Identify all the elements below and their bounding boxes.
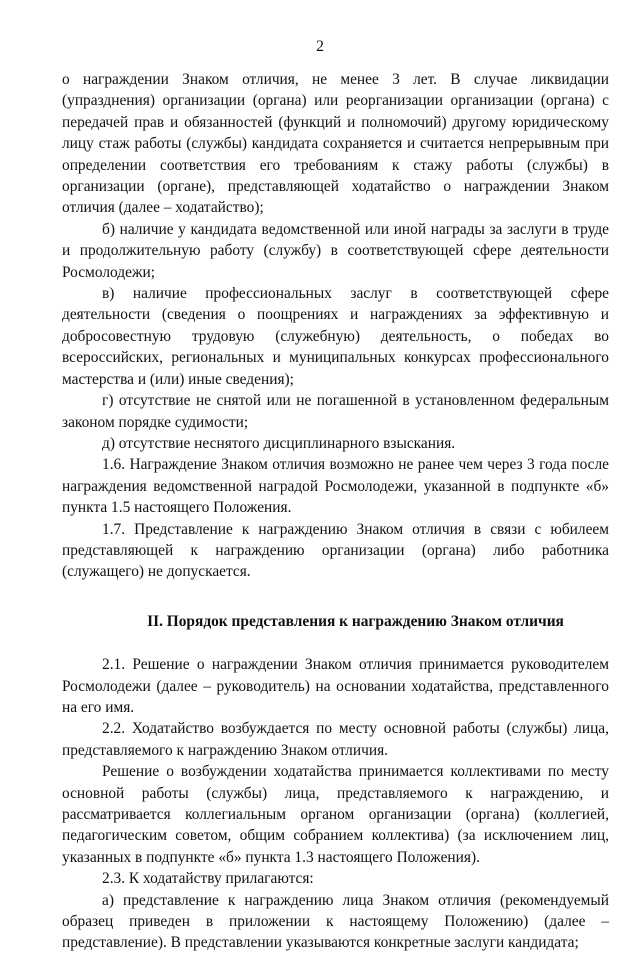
document-body xyxy=(62,69,609,954)
paragraph: 2.3. К ходатайству прилагаются: xyxy=(102,870,314,888)
paragraph: б) наличие у кандидата ведомственной или иной награды за заслуги в труде и продолжительную работу (службу) в соответствующей сфере деятельности Росмолодежи; xyxy=(62,220,609,281)
paragraph: о награждении Знаком отличия, не менее 3 лет. В случае ликвидации (упразднения) организации (органа) или реорганизации организации (органа) с передачей прав и обязанностей (функций и полномочий) другому юридическому лицу стаж работы (службы) кандидата сохраняется и считается непрерывным при определении соответствия его требованиям к стажу работы (службы) в организации (органе), представляющей ходатайство о награждении Знаком отличия (далее – ходатайство); xyxy=(62,71,609,217)
paragraph: 1.7. Представление к награждению Знаком отличия в связи с юбилеем представляющей к награждению организации (органа) либо работника (служащего) не допускается. xyxy=(62,520,609,581)
paragraph: 2.2. Ходатайство возбуждается по месту основной работы (службы) лица, представляемого к награждению Знаком отличия. xyxy=(62,720,609,759)
section-heading: II. Порядок представления к награждению Знаком отличия xyxy=(147,612,564,630)
paragraph: а) представление к награждению лица Знаком отличия (рекомендуемый образец приведен в приложении к настоящему Положению) (далее – представление). В представлении указываются конкретные заслуги кандидата; xyxy=(62,891,609,952)
paragraph: г) отсутствие не снятой или не погашенной в установленном федеральным законом порядке судимости; xyxy=(62,392,609,431)
paragraph: в) наличие профессиональных заслуг в соответствующей сфере деятельности (сведения о поощрениях и награждениях за эффективную и добросовестную трудовую (служебную) деятельность, о победах во всероссийских, региональных и муниципальных конкурсах профессионального мастерства и (или) иные сведения); xyxy=(62,285,609,388)
paragraph: 2.1. Решение о награждении Знаком отличия принимается руководителем Росмолодежи (далее – руководитель) на основании ходатайства, представленного на его имя. xyxy=(62,656,609,716)
page-number: 2 xyxy=(316,38,324,55)
section-two xyxy=(62,654,609,954)
paragraph: д) отсутствие неснятого дисциплинарного взыскания. xyxy=(102,434,456,452)
paragraph: 1.6. Награждение Знаком отличия возможно не ранее чем через 3 года после награждения ведомственной наградой Росмолодежи, указанной в подпункте «б» пункта 1.5 настоящего Положения. xyxy=(62,456,609,517)
paragraph: Решение о возбуждении ходатайства принимается коллективами по месту основной работы (службы) лица, представляемого к награждению, и рассматривается коллегиальным органом организации (органа) (коллегией, педагогическим советом, общим собранием коллектива) (за исключением лиц, указанных в подпункте «б» пункта 1.3 настоящего Положения). xyxy=(62,763,609,866)
section-one-tail xyxy=(62,69,609,583)
